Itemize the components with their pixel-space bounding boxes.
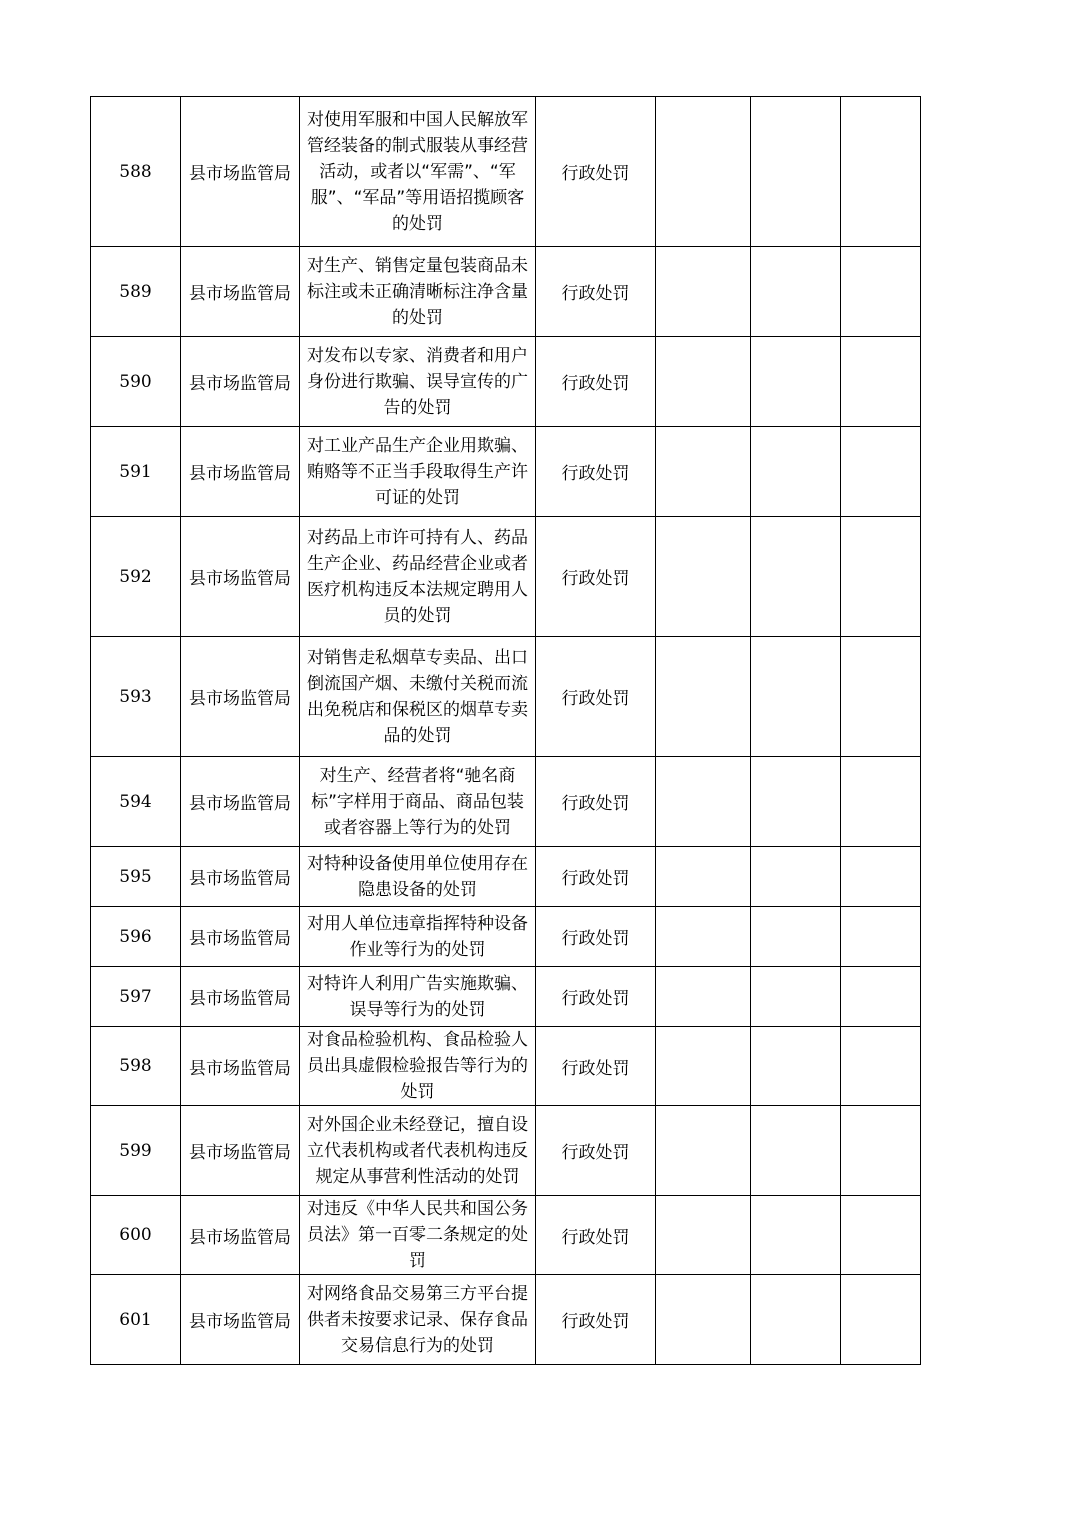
department-cell bbox=[181, 427, 300, 517]
penalty-item-cell bbox=[300, 1027, 536, 1106]
row-number-cell bbox=[91, 1106, 181, 1196]
penalty-type-cell bbox=[536, 517, 656, 637]
row-number-cell-text: 593 bbox=[119, 686, 152, 707]
penalty-item-cell bbox=[300, 907, 536, 967]
department-cell-text: 县市场监管局 bbox=[189, 374, 291, 394]
row-number-cell-text: 598 bbox=[119, 1056, 152, 1076]
empty-cell-3 bbox=[841, 967, 921, 1027]
department-cell bbox=[181, 517, 300, 637]
department-cell-text: 县市场监管局 bbox=[189, 1058, 291, 1079]
empty-cell-3 bbox=[841, 1027, 921, 1106]
department-cell bbox=[181, 337, 300, 427]
penalty-type-cell-text: 行政处罚 bbox=[561, 869, 630, 889]
table-body bbox=[91, 97, 921, 1365]
row-number-cell bbox=[91, 97, 181, 247]
empty-cell-2 bbox=[751, 1275, 841, 1365]
row-number-cell bbox=[91, 757, 181, 847]
penalty-type-cell-text: 行政处罚 bbox=[561, 689, 630, 709]
penalty-item-cell-text: 对生产、经营者将“驰名商标”字样用于商品、商品包装或者容器上等行为的处罚 bbox=[311, 765, 524, 838]
penalty-type-cell bbox=[536, 1275, 656, 1365]
row-number-cell-text: 591 bbox=[119, 461, 152, 482]
row-number-cell bbox=[91, 847, 181, 907]
empty-cell-2 bbox=[751, 1106, 841, 1196]
table-row bbox=[91, 967, 921, 1027]
penalty-type-cell-text: 行政处罚 bbox=[561, 989, 630, 1009]
row-number-cell-text: 600 bbox=[119, 1225, 152, 1245]
department-cell-text: 县市场监管局 bbox=[189, 284, 291, 304]
empty-cell-2 bbox=[751, 97, 841, 247]
empty-cell-3 bbox=[841, 1106, 921, 1196]
empty-cell-2 bbox=[751, 247, 841, 337]
empty-cell-1 bbox=[656, 517, 751, 637]
penalty-type-cell bbox=[536, 757, 656, 847]
penalty-item-cell-text: 对药品上市许可持有人、药品生产企业、药品经营企业或者医疗机构违反本法规定聘用人员的处罚 bbox=[307, 527, 528, 626]
penalty-item-cell-text: 对生产、销售定量包装商品未标注或未正确清晰标注净含量的处罚 bbox=[307, 255, 528, 328]
department-cell-text: 县市场监管局 bbox=[189, 569, 291, 589]
penalty-type-cell bbox=[536, 337, 656, 427]
empty-cell-1 bbox=[656, 337, 751, 427]
empty-cell-2 bbox=[751, 517, 841, 637]
empty-cell-2 bbox=[751, 1027, 841, 1106]
penalty-item-cell bbox=[300, 847, 536, 907]
empty-cell-1 bbox=[656, 1196, 751, 1275]
department-cell bbox=[181, 907, 300, 967]
penalty-type-cell bbox=[536, 427, 656, 517]
penalty-type-cell bbox=[536, 1027, 656, 1106]
empty-cell-1 bbox=[656, 97, 751, 247]
penalty-item-cell-text: 对外国企业未经登记，擅自设立代表机构或者代表机构违反规定从事营利性活动的处罚 bbox=[307, 1114, 528, 1187]
penalty-type-cell bbox=[536, 847, 656, 907]
penalty-type-cell-text: 行政处罚 bbox=[561, 1143, 630, 1163]
penalty-type-cell bbox=[536, 247, 656, 337]
penalty-type-cell bbox=[536, 1106, 656, 1196]
penalty-type-cell-text: 行政处罚 bbox=[561, 1312, 630, 1332]
department-cell bbox=[181, 757, 300, 847]
empty-cell-3 bbox=[841, 637, 921, 757]
penalty-item-cell-text: 对特许人利用广告实施欺骗、误导等行为的处罚 bbox=[307, 973, 528, 1020]
penalty-item-cell-text: 对违反《中华人民共和国公务员法》第一百零二条规定的处罚 bbox=[307, 1199, 528, 1271]
empty-cell-2 bbox=[751, 427, 841, 517]
department-cell bbox=[181, 1196, 300, 1275]
department-cell bbox=[181, 97, 300, 247]
empty-cell-1 bbox=[656, 1027, 751, 1106]
penalty-item-cell-text: 对工业产品生产企业用欺骗、贿赂等不正当手段取得生产许可证的处罚 bbox=[307, 435, 528, 508]
department-cell-text: 县市场监管局 bbox=[189, 1227, 291, 1248]
empty-cell-3 bbox=[841, 757, 921, 847]
table-row bbox=[91, 1027, 921, 1106]
empty-cell-3 bbox=[841, 247, 921, 337]
empty-cell-3 bbox=[841, 1196, 921, 1275]
row-number-cell bbox=[91, 247, 181, 337]
table-row bbox=[91, 1106, 921, 1196]
row-number-cell-text: 599 bbox=[119, 1140, 152, 1161]
row-number-cell bbox=[91, 967, 181, 1027]
empty-cell-3 bbox=[841, 907, 921, 967]
table-row bbox=[91, 97, 921, 247]
empty-cell-3 bbox=[841, 427, 921, 517]
row-number-cell-text: 589 bbox=[119, 281, 152, 302]
penalty-item-cell bbox=[300, 247, 536, 337]
table-row bbox=[91, 907, 921, 967]
penalty-type-cell-text: 行政处罚 bbox=[561, 1227, 630, 1248]
row-number-cell bbox=[91, 1196, 181, 1275]
penalty-type-cell bbox=[536, 1196, 656, 1275]
department-cell-text: 县市场监管局 bbox=[189, 1143, 291, 1163]
penalty-item-cell-text: 对发布以专家、消费者和用户身份进行欺骗、误导宣传的广告的处罚 bbox=[307, 345, 528, 418]
penalty-item-cell-text: 对用人单位违章指挥特种设备作业等行为的处罚 bbox=[307, 913, 528, 960]
penalty-item-cell bbox=[300, 337, 536, 427]
row-number-cell-text: 592 bbox=[119, 566, 152, 587]
empty-cell-1 bbox=[656, 247, 751, 337]
empty-cell-1 bbox=[656, 967, 751, 1027]
table-row bbox=[91, 847, 921, 907]
department-cell bbox=[181, 1106, 300, 1196]
empty-cell-3 bbox=[841, 1275, 921, 1365]
penalty-type-cell bbox=[536, 637, 656, 757]
penalty-item-cell-text: 对使用军服和中国人民解放军管经装备的制式服装从事经营活动，或者以“军需”、“军服”、“军品”等用语招揽顾客的处罚 bbox=[307, 109, 528, 234]
department-cell-text: 县市场监管局 bbox=[189, 989, 291, 1009]
table-row bbox=[91, 1275, 921, 1365]
penalty-item-cell-text: 对销售走私烟草专卖品、出口倒流国产烟、未缴付关税而流出免税店和保税区的烟草专卖品的处罚 bbox=[307, 647, 528, 746]
row-number-cell-text: 590 bbox=[119, 371, 152, 392]
penalty-item-cell bbox=[300, 517, 536, 637]
department-cell bbox=[181, 1027, 300, 1106]
penalty-type-cell-text: 行政处罚 bbox=[561, 794, 630, 814]
empty-cell-1 bbox=[656, 427, 751, 517]
penalty-item-cell bbox=[300, 1106, 536, 1196]
row-number-cell bbox=[91, 907, 181, 967]
department-cell-text: 县市场监管局 bbox=[189, 164, 291, 184]
department-cell bbox=[181, 1275, 300, 1365]
penalty-type-cell-text: 行政处罚 bbox=[561, 374, 630, 394]
row-number-cell-text: 596 bbox=[119, 926, 152, 947]
row-number-cell-text: 588 bbox=[119, 161, 152, 182]
penalty-item-cell bbox=[300, 757, 536, 847]
empty-cell-1 bbox=[656, 907, 751, 967]
department-cell-text: 县市场监管局 bbox=[189, 869, 291, 889]
row-number-cell bbox=[91, 1027, 181, 1106]
table-row bbox=[91, 337, 921, 427]
row-number-cell-text: 601 bbox=[119, 1309, 152, 1330]
department-cell-text: 县市场监管局 bbox=[189, 929, 291, 949]
table-row bbox=[91, 637, 921, 757]
penalty-type-cell-text: 行政处罚 bbox=[561, 164, 630, 184]
penalty-type-cell bbox=[536, 907, 656, 967]
penalty-item-cell bbox=[300, 97, 536, 247]
department-cell-text: 县市场监管局 bbox=[189, 464, 291, 484]
empty-cell-3 bbox=[841, 97, 921, 247]
row-number-cell-text: 595 bbox=[119, 866, 152, 887]
penalty-type-cell bbox=[536, 97, 656, 247]
department-cell-text: 县市场监管局 bbox=[189, 1312, 291, 1332]
empty-cell-3 bbox=[841, 337, 921, 427]
penalty-item-cell bbox=[300, 1275, 536, 1365]
empty-cell-2 bbox=[751, 907, 841, 967]
empty-cell-2 bbox=[751, 967, 841, 1027]
empty-cell-3 bbox=[841, 847, 921, 907]
penalty-table bbox=[90, 96, 921, 1365]
penalty-item-cell bbox=[300, 637, 536, 757]
penalty-type-cell-text: 行政处罚 bbox=[561, 569, 630, 589]
penalty-type-cell-text: 行政处罚 bbox=[561, 1058, 630, 1079]
empty-cell-3 bbox=[841, 517, 921, 637]
penalty-item-cell bbox=[300, 967, 536, 1027]
row-number-cell bbox=[91, 517, 181, 637]
table-row bbox=[91, 1196, 921, 1275]
empty-cell-1 bbox=[656, 637, 751, 757]
department-cell-text: 县市场监管局 bbox=[189, 689, 291, 709]
penalty-type-cell bbox=[536, 967, 656, 1027]
penalty-type-cell-text: 行政处罚 bbox=[561, 464, 630, 484]
penalty-item-cell-text: 对食品检验机构、食品检验人员出具虚假检验报告等行为的处罚 bbox=[307, 1030, 528, 1102]
empty-cell-2 bbox=[751, 637, 841, 757]
table-row bbox=[91, 517, 921, 637]
department-cell bbox=[181, 247, 300, 337]
penalty-type-cell-text: 行政处罚 bbox=[561, 929, 630, 949]
penalty-item-cell bbox=[300, 427, 536, 517]
empty-cell-1 bbox=[656, 1275, 751, 1365]
department-cell-text: 县市场监管局 bbox=[189, 794, 291, 814]
penalty-item-cell-text: 对网络食品交易第三方平台提供者未按要求记录、保存食品交易信息行为的处罚 bbox=[307, 1283, 528, 1356]
row-number-cell bbox=[91, 427, 181, 517]
department-cell bbox=[181, 637, 300, 757]
penalty-type-cell-text: 行政处罚 bbox=[561, 284, 630, 304]
empty-cell-2 bbox=[751, 757, 841, 847]
table-row bbox=[91, 427, 921, 517]
penalty-item-cell bbox=[300, 1196, 536, 1275]
row-number-cell bbox=[91, 1275, 181, 1365]
empty-cell-1 bbox=[656, 757, 751, 847]
empty-cell-2 bbox=[751, 337, 841, 427]
empty-cell-2 bbox=[751, 847, 841, 907]
department-cell bbox=[181, 967, 300, 1027]
table-row bbox=[91, 757, 921, 847]
row-number-cell-text: 597 bbox=[119, 986, 152, 1007]
department-cell bbox=[181, 847, 300, 907]
row-number-cell-text: 594 bbox=[119, 791, 152, 812]
empty-cell-1 bbox=[656, 1106, 751, 1196]
penalty-item-cell-text: 对特种设备使用单位使用存在隐患设备的处罚 bbox=[307, 853, 528, 900]
empty-cell-1 bbox=[656, 847, 751, 907]
empty-cell-2 bbox=[751, 1196, 841, 1275]
row-number-cell bbox=[91, 337, 181, 427]
table-row bbox=[91, 247, 921, 337]
row-number-cell bbox=[91, 637, 181, 757]
